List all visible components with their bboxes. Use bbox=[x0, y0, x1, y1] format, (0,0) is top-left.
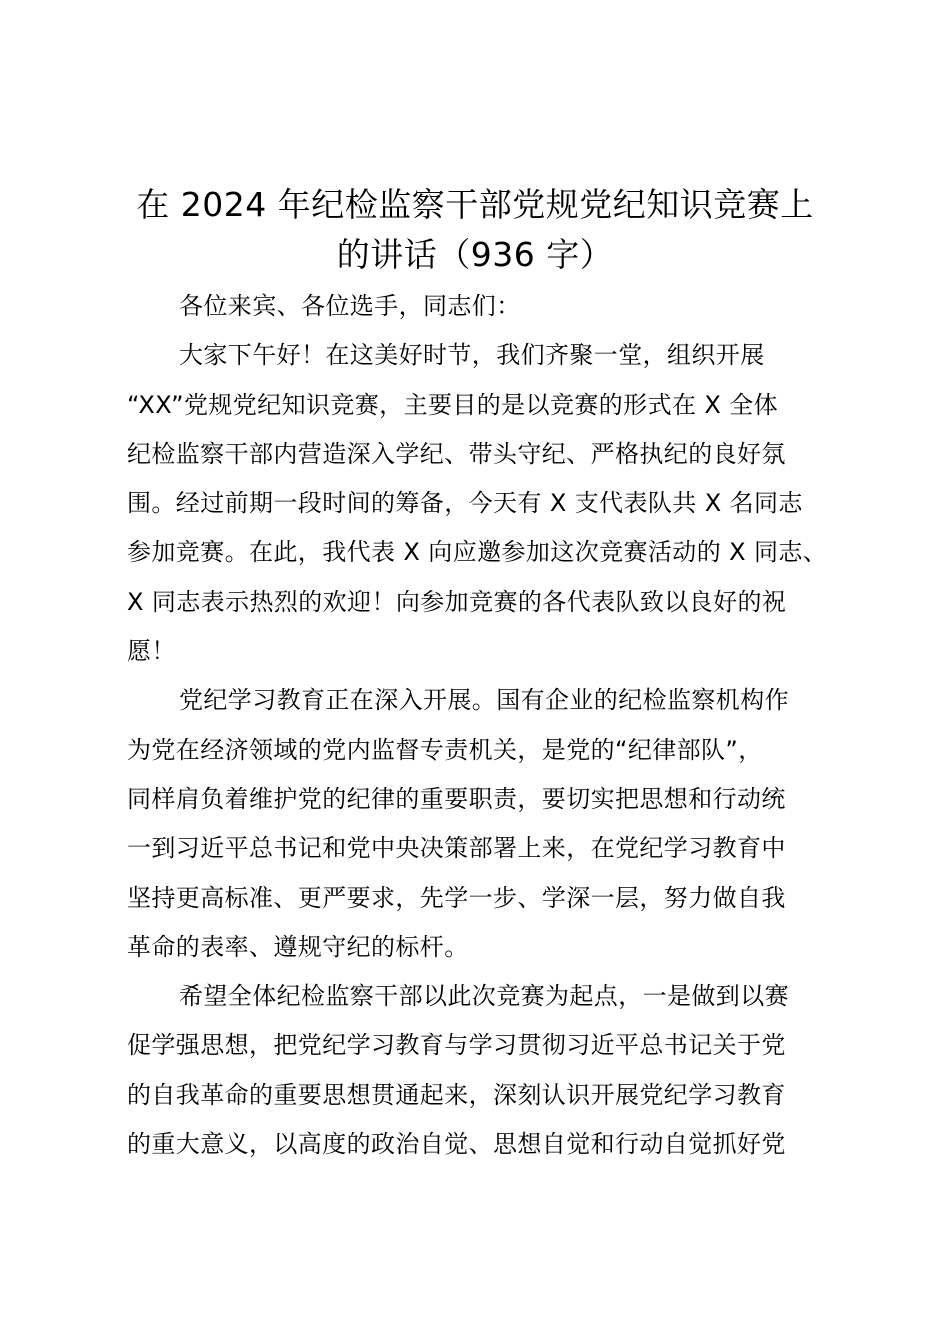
paragraph-3-line: 希望全体纪检监察干部以此次竞赛为起点，一是做到以赛 bbox=[179, 982, 789, 1011]
paragraph-1-line: 纪检监察干部内营造深入学纪、带头守纪、严格执纪的良好氛 bbox=[127, 439, 786, 468]
paragraph-3-line: 促学强思想，把党纪学习教育与学习贯彻习近平总书记关于党 bbox=[127, 1031, 786, 1060]
paragraph-2-line: 革命的表率、遵规守纪的标杆。 bbox=[127, 932, 469, 961]
title-line-2: 的讲话（936 字） bbox=[336, 235, 614, 274]
document-body bbox=[127, 282, 837, 1169]
paragraph-3-line: 的自我革命的重要思想贯通起来，深刻认识开展党纪学习教育 bbox=[127, 1080, 786, 1109]
paragraph-2-line: 党纪学习教育正在深入开展。国有企业的纪检监察机构作 bbox=[179, 686, 789, 715]
paragraph-1-line: X 同志表示热烈的欢迎！向参加竞赛的各代表队致以良好的祝 bbox=[127, 587, 787, 616]
paragraph-1-line: 大家下午好！在这美好时节，我们齐聚一堂，组织开展 bbox=[179, 341, 765, 370]
title-line-1: 在 2024 年纪检监察干部党规党纪知识竞赛上 bbox=[136, 185, 814, 224]
paragraph-2-line: 一到习近平总书记和党中央决策部署上来，在党纪学习教育中 bbox=[127, 834, 786, 863]
paragraph-1-line: 参加竞赛。在此，我代表 X 向应邀参加这次竞赛活动的 X 同志、 bbox=[127, 538, 828, 567]
paragraph-1-line: 愿！ bbox=[127, 637, 176, 666]
paragraph-3-line: 的重大意义，以高度的政治自觉、思想自觉和行动自觉抓好党 bbox=[127, 1130, 786, 1159]
paragraph-2-line: 同样肩负着维护党的纪律的重要职责，要切实把思想和行动统 bbox=[127, 784, 786, 813]
salutation: 各位来宾、各位选手，同志们： bbox=[179, 292, 521, 320]
paragraph-1-line: “XX”党规党纪知识竞赛，主要目的是以竞赛的形式在 X 全体 bbox=[127, 390, 779, 419]
paragraph-2-line: 为党在经济领域的党内监督专责机关，是党的“纪律部队”， bbox=[127, 735, 763, 764]
paragraph-2-line: 坚持更高标准、更严要求，先学一步、学深一层，努力做自我 bbox=[127, 883, 786, 912]
paragraph-1-line: 围。经过前期一段时间的筹备，今天有 X 支代表队共 X 名同志 bbox=[127, 489, 803, 518]
document-title bbox=[115, 180, 835, 280]
